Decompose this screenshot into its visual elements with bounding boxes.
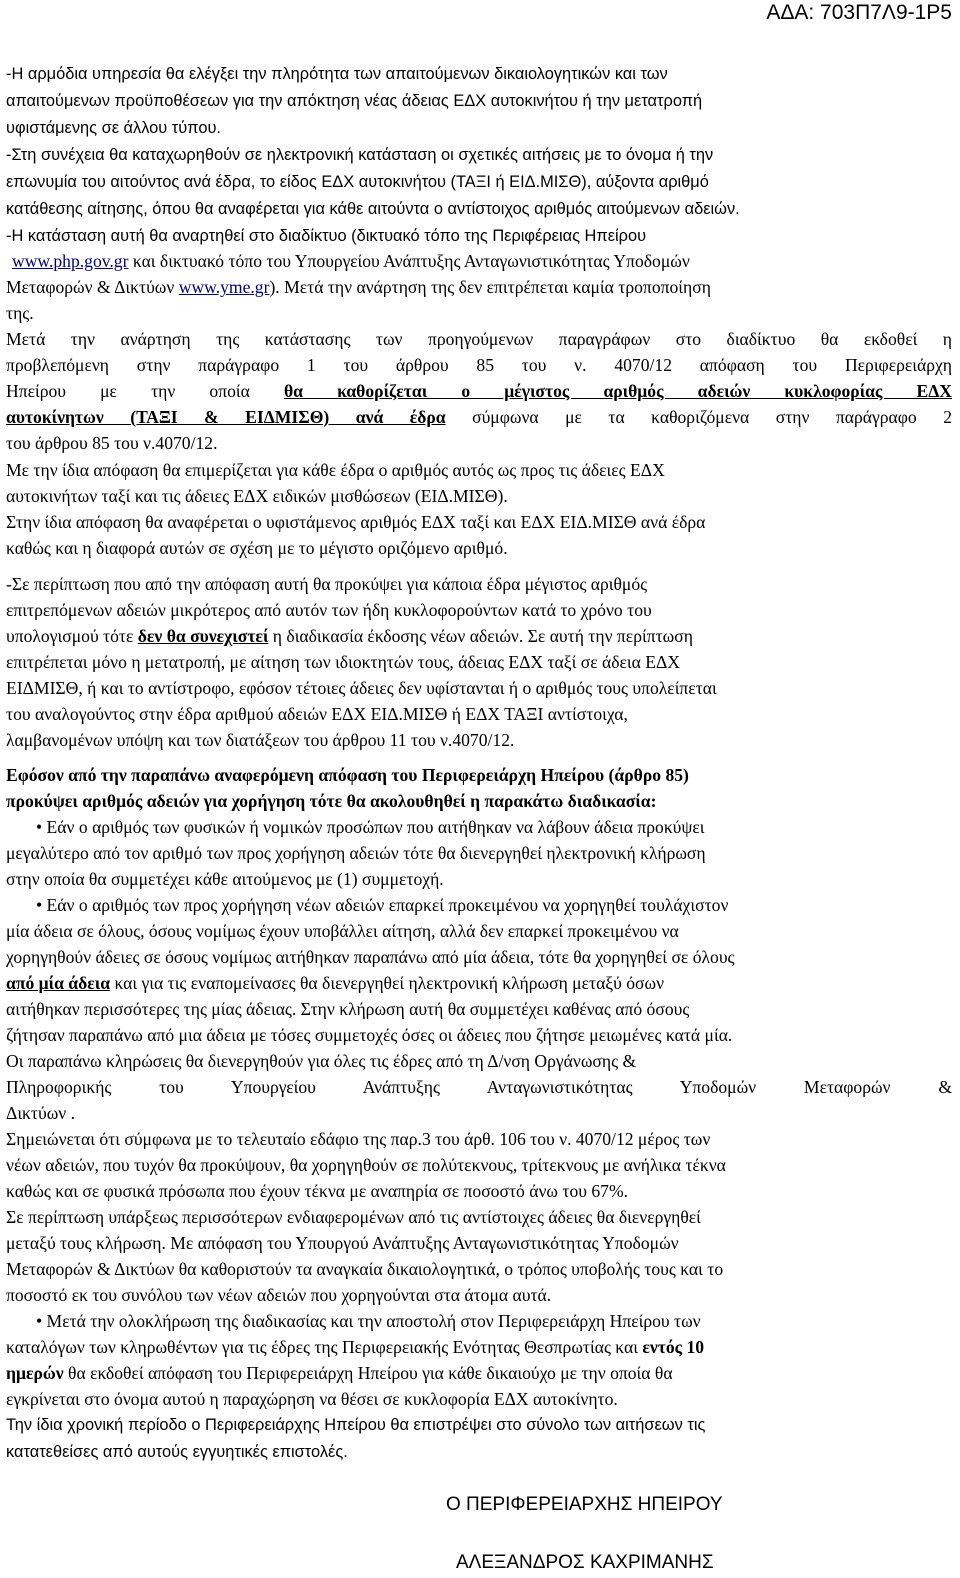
text-line: Εφόσον από την παραπάνω αναφερόμενη απόφαση του Περιφερειάρχη Ηπείρου (άρθρο 85) bbox=[6, 765, 689, 785]
text-line: Μεταφορών & Δικτύων www.yme.gr). Μετά την ανάρτηση της δεν επιτρέπεται καμία τροποποίηση bbox=[6, 277, 711, 297]
text-line: μία άδεια σε όλους, όσους νομίμως έχουν υποβάλλει αίτηση, αλλά δεν επαρκεί προκειμένου να bbox=[6, 921, 679, 941]
text-line: από μία άδεια και για τις εναπομείνασες θα διενεργηθεί ηλεκτρονική κλήρωση μεταξύ όσων bbox=[6, 973, 665, 993]
text-line: λαμβανομένων υπόψη και των διατάξεων του άρθρου 11 του ν.4070/12. bbox=[6, 730, 515, 750]
text-line: προβλεπόμενη στην παράγραφο 1 του άρθρου 85 του ν. 4070/12 απόφαση του Περιφερειάρχη bbox=[6, 355, 952, 375]
text-line: επωνυμία του αιτούντος ανά έδρα, το είδος ΕΔΧ αυτοκινήτου (ΤΑΞΙ ή ΕΙΔ.ΜΙΣΘ), αύξοντα αριθμό bbox=[6, 173, 709, 191]
text-line: ημερών θα εκδοθεί απόφαση του Περιφερειάρχη Ηπείρου για κάθε δικαιούχο με την οποία θα bbox=[6, 1363, 673, 1383]
text-line: ζήτησαν παραπάνω από μια άδεια με τόσες συμμετοχές όσες οι άδειες που ζήτησε μειωμένες κατά μία. bbox=[6, 1025, 733, 1045]
text-line: χορηγηθούν άδειες σε όσους νομίμως αιτήθηκαν παραπάνω από μία άδεια, τότε θα χορηγηθεί σε όλους bbox=[6, 947, 735, 967]
text-line: ΕΙΔΜΙΣΘ, ή και το αντίστροφο, εφόσον τέτοιες άδειες δεν υφίστανται ή ο αριθμός τους υπολείπεται bbox=[6, 678, 717, 698]
text-line: -Σε περίπτωση που από την απόφαση αυτή θα προκύψει για κάποια έδρα μέγιστος αριθμός bbox=[6, 574, 648, 594]
text-line: κατάθεσης αίτησης, όπου θα αναφέρεται για κάθε αιτούντα ο αντίστοιχος αριθμός αιτούμενων αδειών. bbox=[6, 200, 740, 218]
text-line: στην οποία θα συμμετέχει κάθε αιτούμενος με (1) συμμετοχή. bbox=[6, 869, 444, 889]
text-line: καθώς και σε φυσικά πρόσωπα που έχουν τέκνα με αναπηρία σε ποσοστό άνω του 67%. bbox=[6, 1181, 629, 1201]
text-line: καθώς και η διαφορά αυτών σε σχέση με το μέγιστο οριζόμενο αριθμό. bbox=[6, 538, 508, 558]
text-line: Στην ίδια απόφαση θα αναφέρεται ο υφιστάμενος αριθμός ΕΔΧ ταξί και ΕΔΧ ΕΙΔ.ΜΙΣΘ ανά έδρα bbox=[6, 512, 706, 532]
text-line: Δικτύων . bbox=[6, 1103, 76, 1123]
signature-title: Ο ΠΕΡΙΦΕΡΕΙΑΡΧΗΣ ΗΠΕΙΡΟΥ bbox=[446, 1494, 723, 1515]
text-line: www.php.gov.gr και δικτυακό τόπο του Υπουργείου Ανάπτυξης Ανταγωνιστικότητας Υποδομών bbox=[12, 251, 690, 271]
text-line: του άρθρου 85 του ν.4070/12. bbox=[6, 433, 218, 453]
signature-name: ΑΛΕΞΑΝΔΡΟΣ ΚΑΧΡΙΜΑΝΗΣ bbox=[456, 1552, 714, 1573]
text-line: Μετά την ανάρτηση της κατάστασης των προηγούμενων παραγράφων στο διαδίκτυο θα εκδοθεί η bbox=[6, 329, 952, 349]
text-line: Ηπείρου με την οποία θα καθορίζεται ο μέγιστος αριθμός αδειών κυκλοφορίας ΕΔΧ bbox=[6, 381, 952, 401]
text-line: εγκρίνεται στο όνομα αυτού η παραχώρηση να θέσει σε κυκλοφορία ΕΔΧ αυτοκίνητο. bbox=[6, 1389, 618, 1409]
text-line: της. bbox=[6, 303, 34, 323]
text-line: μεγαλύτερο από τον αριθμό των προς χορήγηση αδειών τότε θα διενεργηθεί ηλεκτρονική κλήρωση bbox=[6, 843, 706, 863]
text-line: Σε περίπτωση υπάρξεως περισσότερων ενδιαφερομένων από τις αντίστοιχες άδειες θα διενεργηθεί bbox=[6, 1207, 701, 1227]
text-line: Μεταφορών & Δικτύων θα καθοριστούν τα αναγκαία δικαιολογητικά, ο τρόπος υποβολής τους και το bbox=[6, 1259, 724, 1279]
text-line: απαιτούμενων προϋποθέσεων για την απόκτηση νέας άδειας ΕΔΧ αυτοκινήτου ή την μετατροπή bbox=[6, 92, 703, 110]
php-gov-link[interactable]: www.php.gov.gr bbox=[12, 251, 129, 271]
text-line: νέων αδειών, που τυχόν θα προκύψουν, θα χορηγηθούν σε πολύτεκνους, τρίτεκνους με ανήλικα τέκνα bbox=[6, 1155, 726, 1175]
bullet-item: • Εάν ο αριθμός των προς χορήγηση νέων αδειών επαρκεί προκειμένου να χορηγηθεί τουλάχιστον bbox=[36, 895, 729, 915]
ada-code: ΑΔΑ: 703Π7Λ9-1Ρ5 bbox=[766, 1, 952, 24]
text-line: -Στη συνέχεια θα καταχωρηθούν σε ηλεκτρονική κατάσταση οι σχετικές αιτήσεις με το όνομα ή την bbox=[6, 146, 714, 164]
text-line: Με την ίδια απόφαση θα επιμερίζεται για κάθε έδρα ο αριθμός αυτός ως προς τις άδειες ΕΔΧ bbox=[6, 460, 665, 480]
text-line: Πληροφορικής του Υπουργείου Ανάπτυξης Ανταγωνιστικότητας Υποδομών Μεταφορών & bbox=[6, 1077, 952, 1097]
text-line: ποσοστό εκ του συνόλου των νέων αδειών που χορηγούνται στα άτομα αυτά. bbox=[6, 1285, 552, 1305]
text-line: του αναλογούντος στην έδρα αριθμού αδειών ΕΔΧ ΕΙΔ.ΜΙΣΘ ή ΕΔΧ ΤΑΞΙ αντίστοιχα, bbox=[6, 704, 628, 724]
yme-gr-link[interactable]: www.yme.gr bbox=[178, 277, 270, 297]
text-line: επιτρέπεται μόνο η μετατροπή, με αίτηση των ιδιοκτητών τους, άδειας ΕΔΧ ταξί σε άδεια ΕΔΧ bbox=[6, 652, 681, 672]
text-line: Την ίδια χρονική περίοδο ο Περιφερειάρχης Ηπείρου θα επιστρέψει στο σύνολο των αιτήσεων τις bbox=[6, 1416, 706, 1434]
text-line: υπολογισμού τότε δεν θα συνεχιστεί η διαδικασία έκδοσης νέων αδειών. Σε αυτή την περίπτωση bbox=[6, 626, 693, 646]
bullet-item: • Μετά την ολοκλήρωση της διαδικασίας και την αποστολή στον Περιφερειάρχη Ηπείρου των bbox=[36, 1311, 701, 1331]
text-line: κατατεθείσες από αυτούς εγγυητικές επιστολές. bbox=[6, 1443, 348, 1461]
text-line: -Η κατάσταση αυτή θα αναρτηθεί στο διαδίκτυο (δικτυακό τόπο της Περιφέρειας Ηπείρου bbox=[6, 227, 647, 245]
text-line: Σημειώνεται ότι σύμφωνα με το τελευταίο εδάφιο της παρ.3 του άρθ. 106 του ν. 4070/12 μέρος των bbox=[6, 1129, 711, 1149]
text-line: υφιστάμενης σε άλλου τύπου. bbox=[6, 119, 221, 137]
text-line: προκύψει αριθμός αδειών για χορήγηση τότε θα ακολουθηθεί η παρακάτω διαδικασία: bbox=[6, 791, 657, 811]
text-line: επιτρεπόμενων αδειών μικρότερος από αυτόν των ήδη κυκλοφορούντων κατά το χρόνο του bbox=[6, 600, 652, 620]
text-line: -Η αρμόδια υπηρεσία θα ελέγξει την πληρότητα των απαιτούμενων δικαιολογητικών και των bbox=[6, 65, 668, 83]
text-line: μεταξύ τους κλήρωση. Με απόφαση του Υπουργού Ανάπτυξης Ανταγωνιστικότητας Υποδομών bbox=[6, 1233, 679, 1253]
text-line: Οι παραπάνω κληρώσεις θα διενεργηθούν για όλες τις έδρες από τη Δ/νση Οργάνωσης & bbox=[6, 1051, 637, 1071]
text-line: αιτήθηκαν περισσότερες της μίας άδειας. Στην κλήρωση αυτή θα συμμετέχει καθένας από όσους bbox=[6, 999, 690, 1019]
bullet-item: • Εάν ο αριθμός των φυσικών ή νομικών προσώπων που αιτήθηκαν να λάβουν άδεια προκύψει bbox=[36, 817, 705, 837]
text-line: αυτοκινήτων ταξί και τις άδειες ΕΔΧ ειδικών μισθώσεων (ΕΙΔ.ΜΙΣΘ). bbox=[6, 486, 508, 506]
text-line: καταλόγων των κληρωθέντων για τις έδρες της Περιφερειακής Ενότητας Θεσπρωτίας και εντός 10 bbox=[6, 1337, 705, 1357]
text-line: αυτοκίνητων (ΤΑΞΙ & ΕΙΔΜΙΣΘ) ανά έδρα σύμφωνα με τα καθοριζόμενα στην παράγραφο 2 bbox=[6, 407, 952, 427]
